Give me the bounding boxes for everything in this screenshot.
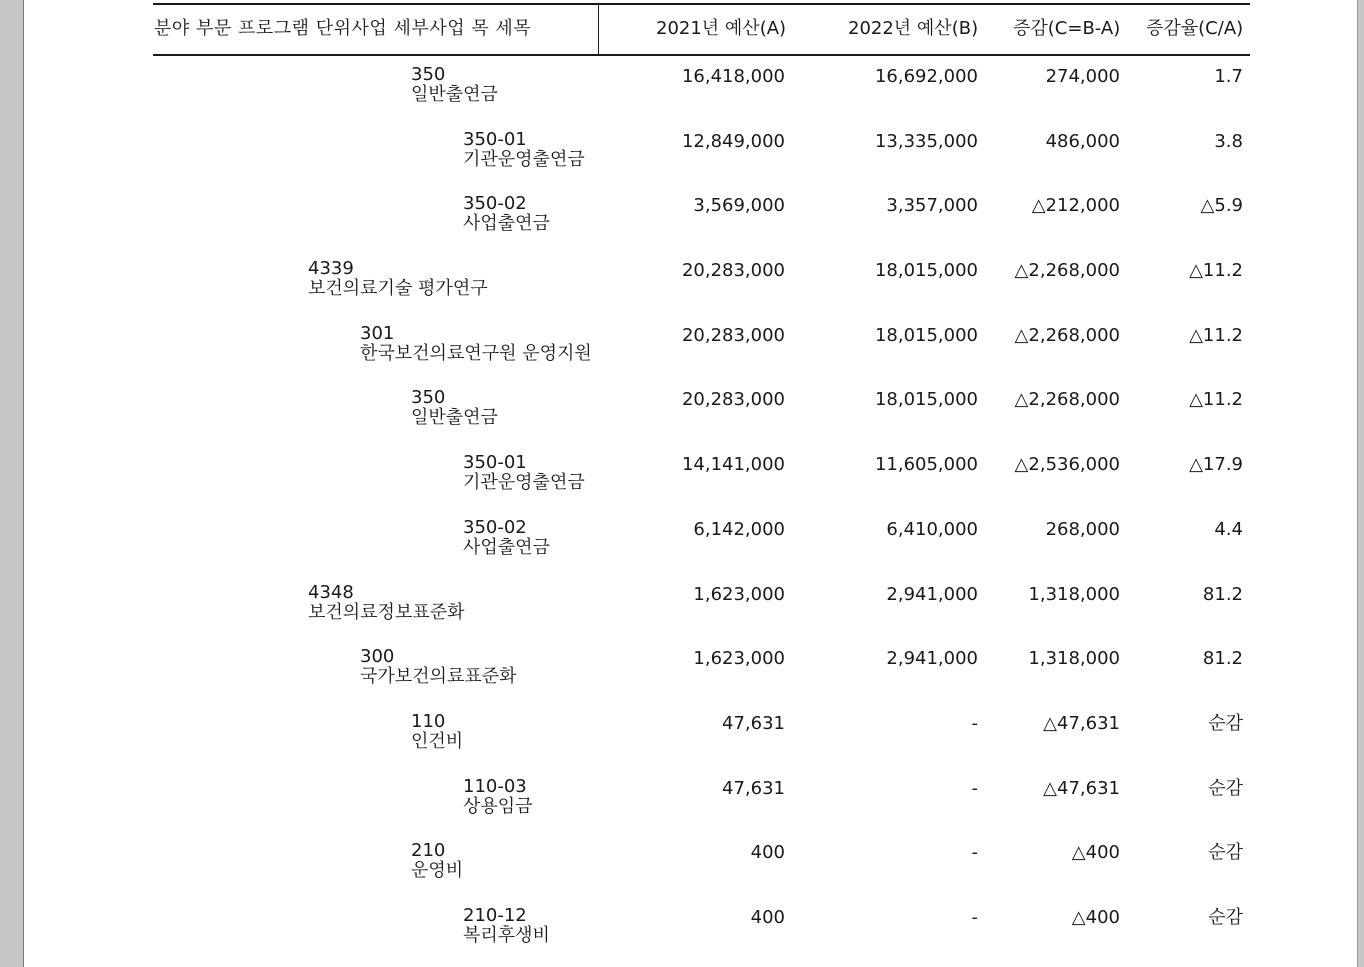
row-label [308,259,488,299]
row-label [411,712,463,752]
budget-2022-cell: 16,692,000 [874,66,978,87]
row-name: 사업출연금 [463,536,550,558]
page-left-margin [0,0,24,967]
budget-2021-cell: 47,631 [722,777,785,799]
change-cell: △400 [1071,842,1120,864]
row-label [411,388,498,428]
table-row [153,906,1250,967]
row-name: 기관운영출연금 [463,148,585,170]
change-cell: △2,268,000 [1014,260,1120,282]
budget-2022-cell: - [971,712,978,734]
change-rate-cell: △5.9 [1200,195,1243,217]
table-row [153,453,1250,518]
row-code: 350-02 [463,516,527,538]
budget-2021-cell: 1,623,000 [693,583,785,605]
budget-2021-cell: 20,283,000 [681,260,785,282]
row-name: 복리후생비 [463,924,550,946]
row-label [360,647,517,687]
change-cell: △47,631 [1043,712,1120,734]
change-rate-cell: 1.7 [1214,66,1243,87]
budget-2022-cell: 18,015,000 [874,324,978,346]
table-row [153,777,1250,842]
change-cell: △2,268,000 [1014,389,1120,411]
budget-2021-cell: 16,418,000 [681,66,785,87]
row-label [411,65,498,105]
change-rate-cell: 순감 [1208,777,1243,799]
budget-2021-cell: 400 [750,842,785,864]
header-change: 증감(C=B-A) [1013,18,1121,39]
row-name: 일반출연금 [411,84,498,105]
budget-2021-cell: 14,141,000 [681,454,785,476]
row-code: 300 [360,646,395,668]
row-name: 한국보건의료연구원 운영지원 [360,342,592,364]
change-cell: 486,000 [1045,130,1120,152]
row-code: 110-03 [463,775,527,797]
change-rate-cell: △11.2 [1189,389,1243,411]
budget-2022-cell: 18,015,000 [874,389,978,411]
row-label [463,906,550,946]
row-name: 운영비 [411,860,464,882]
header-budget-2021: 2021년 예산(A) [656,18,787,39]
row-label [360,324,592,364]
budget-2022-cell: - [971,906,978,928]
change-rate-cell: △11.2 [1189,324,1243,346]
change-rate-cell: 순감 [1208,712,1243,734]
table-row [153,712,1250,777]
row-label [463,194,550,234]
table-top-rule [153,3,1250,5]
row-code: 350 [411,64,446,85]
change-cell: 268,000 [1045,518,1120,540]
change-rate-cell: △11.2 [1189,260,1243,282]
budget-2021-cell: 400 [750,906,785,928]
change-rate-cell: 순감 [1208,842,1243,864]
row-code: 210 [411,840,446,862]
row-label [463,453,585,493]
row-code: 301 [360,322,395,344]
change-rate-cell: 4.4 [1214,518,1243,540]
budget-2021-cell: 12,849,000 [681,130,785,152]
change-rate-cell: 3.8 [1214,130,1243,152]
budget-2022-cell: 18,015,000 [874,260,978,282]
row-label [308,583,465,623]
change-cell: △2,268,000 [1014,324,1120,346]
row-code: 350-01 [463,452,527,474]
row-label [463,777,533,817]
header-bottom-rule [153,54,1250,56]
row-code: 4339 [308,258,354,280]
change-cell: △212,000 [1031,195,1120,217]
row-name: 사업출연금 [463,213,550,235]
budget-2022-cell: 2,941,000 [886,648,978,670]
change-rate-cell: 순감 [1208,906,1243,928]
change-rate-cell: △17.9 [1189,454,1243,476]
row-name: 상용임금 [463,795,533,817]
change-cell: 1,318,000 [1028,648,1120,670]
row-name: 보건의료기술 평가연구 [308,278,488,300]
budget-2021-cell: 6,142,000 [693,518,785,540]
header-budget-2022: 2022년 예산(B) [848,18,979,39]
table-row [153,518,1250,583]
row-code: 210-12 [463,904,527,926]
table-body [153,65,1250,967]
row-name: 보건의료정보표준화 [308,601,465,623]
table-row [153,388,1250,453]
budget-2022-cell: 3,357,000 [886,195,978,217]
row-code: 350-01 [463,128,527,150]
budget-2021-cell: 20,283,000 [681,389,785,411]
page-right-margin [1357,0,1364,967]
change-rate-cell: 81.2 [1202,648,1243,670]
budget-2022-cell: - [971,842,978,864]
table-row [153,194,1250,259]
budget-2022-cell: 11,605,000 [874,454,978,476]
budget-2022-cell: 6,410,000 [886,518,978,540]
table-row [153,583,1250,648]
row-label [463,518,550,558]
budget-2021-cell: 47,631 [722,712,785,734]
row-label [463,130,585,170]
table-row [153,130,1250,195]
budget-2021-cell: 3,569,000 [693,195,785,217]
row-code: 350-02 [463,193,527,215]
header-category: 분야 부문 프로그램 단위사업 세부사업 목 세목 [154,18,532,39]
row-code: 4348 [308,581,354,603]
header-column-divider [598,5,599,54]
table-row [153,841,1250,906]
change-cell: 274,000 [1045,66,1120,87]
row-label [411,841,463,881]
row-code: 110 [411,710,446,732]
table-row [153,259,1250,324]
table-row [153,324,1250,389]
change-cell: 1,318,000 [1028,583,1120,605]
row-name: 기관운영출연금 [463,472,585,494]
change-cell: △400 [1071,906,1120,928]
budget-2022-cell: - [971,777,978,799]
change-cell: △47,631 [1043,777,1120,799]
budget-2021-cell: 1,623,000 [693,648,785,670]
row-name: 인건비 [411,730,464,752]
change-rate-cell: 81.2 [1202,583,1243,605]
header-change-rate: 증감율(C/A) [1146,18,1244,39]
row-name: 국가보건의료표준화 [360,666,517,688]
table-row [153,647,1250,712]
row-name: 일반출연금 [411,407,498,429]
budget-2022-cell: 2,941,000 [886,583,978,605]
table-row [153,65,1250,130]
row-code: 350 [411,387,446,409]
budget-2021-cell: 20,283,000 [681,324,785,346]
budget-2022-cell: 13,335,000 [874,130,978,152]
change-cell: △2,536,000 [1014,454,1120,476]
